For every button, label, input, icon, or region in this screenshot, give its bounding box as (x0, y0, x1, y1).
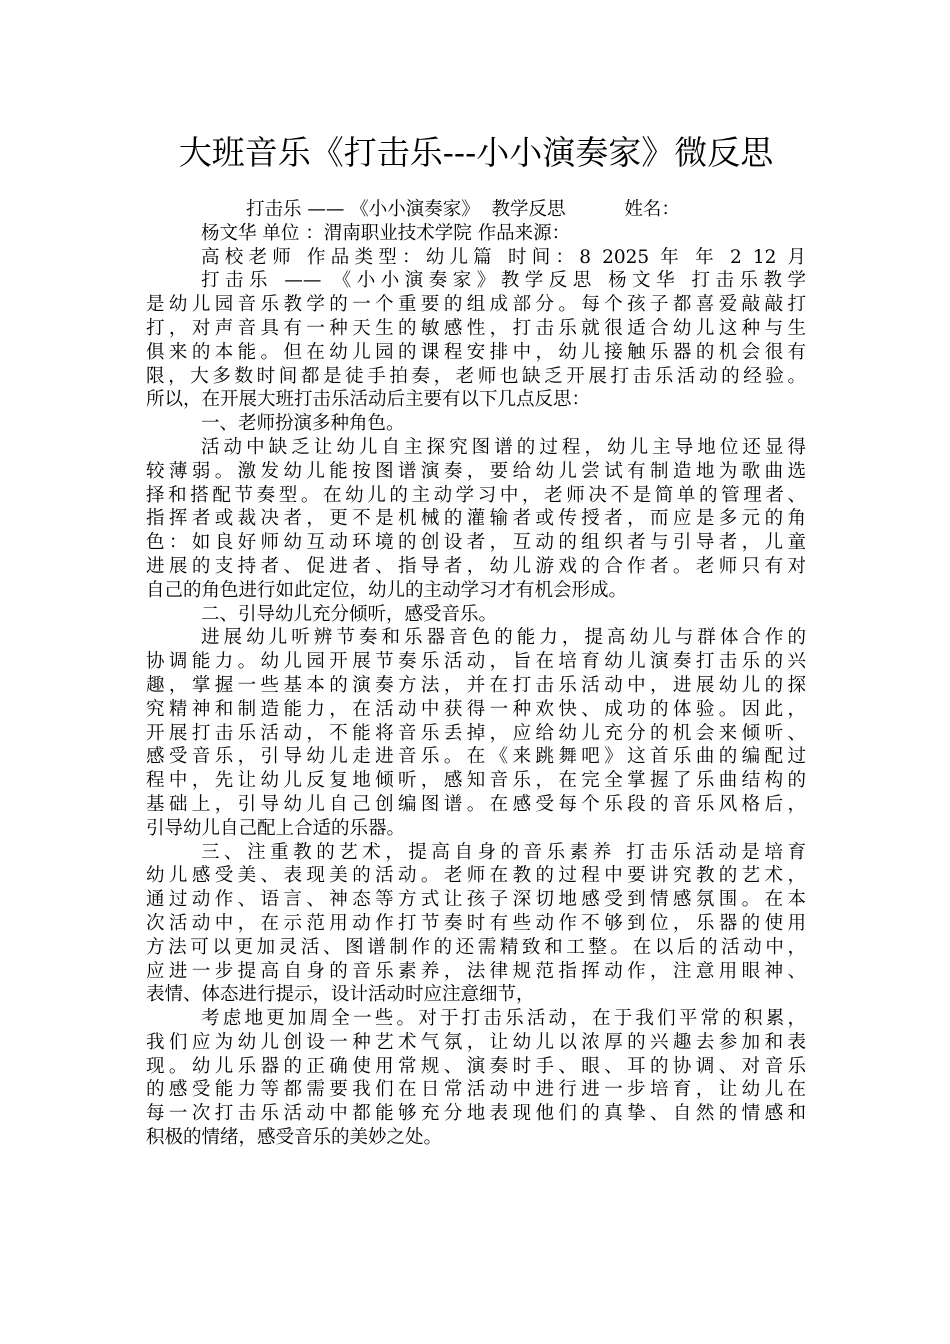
document-page (146, 0, 806, 1150)
body-line: 引导幼儿自己配上合适的乐器。 (146, 817, 406, 839)
body-line: 限，大多数时间都是徒手拍奏，老师也缺乏开展打击乐活动的经验。 (146, 365, 806, 387)
body-line: 所以，在开展大班打击乐活动后主要有以下几点反思： (146, 389, 591, 411)
body-line: 较薄弱。激发幼儿能按图谱演奏，要给幼儿尝试有制造地为歌曲选 (146, 460, 806, 482)
document-body (146, 198, 806, 1150)
body-line: 次活动中，在示范用动作打节奏时有些动作不够到位，乐器的使用 (146, 912, 806, 934)
body-line: 俱来的本能。但在幼儿园的课程安排中，幼儿接触乐器的机会很有 (146, 341, 806, 363)
body-line: 程中，先让幼儿反复地倾听，感知音乐，在完全掌握了乐曲结构的 (146, 770, 806, 792)
body-line: 表情、体态进行提示，设计活动时应注意细节， (146, 984, 535, 1006)
body-line: 一、老师扮演多种角色。 (201, 413, 405, 435)
body-line: 打击乐 —— 《小小演奏家》教学反思 杨文华 打击乐教学 (201, 270, 806, 292)
body-line: 我们应为幼儿创设一种艺术气氛，让幼儿以浓厚的兴趣去参加和表 (146, 1031, 806, 1053)
body-line: 二、引导幼儿充分倾听，感受音乐。 (201, 603, 498, 625)
body-line: 是幼儿园音乐教学的一个重要的组成部分。每个孩子都喜爱敲敲打 (146, 294, 806, 316)
body-line: 考虑地更加周全一些。对于打击乐活动，在于我们平常的积累， (201, 1008, 806, 1030)
body-line: 杨文华 单位 ：渭南职业技术学院 作品来源： (201, 222, 571, 244)
body-line: 积极的情绪，感受音乐的美妙之处。 (146, 1127, 443, 1149)
body-line: 进展的支持者、促进者、指导者，幼儿游戏的合作者。老师只有对 (146, 555, 806, 577)
body-line: 活动中缺乏让幼儿自主探究图谱的过程，幼儿主导地位还显得 (201, 436, 806, 458)
body-line: 基础上，引导幼儿自己创编图谱。在感受每个乐段的音乐风格后， (146, 793, 806, 815)
body-line: 的感受能力等都需要我们在日常活动中进行进一步培育，让幼儿在 (146, 1079, 806, 1101)
body-line: 究精神和制造能力，在活动中获得一种欢快、成功的体验。因此， (146, 698, 806, 720)
body-line: 应进一步提高自身的音乐素养，法律规范指挥动作，注意用眼神、 (146, 960, 806, 982)
body-line: 指挥者或裁决者，更不是机械的灌输者或传授者，而应是多元的角 (146, 508, 806, 530)
body-line: 择和搭配节奏型。在幼儿的主动学习中，老师决不是简单的管理者、 (146, 484, 806, 506)
body-line: 协调能力。幼儿园开展节奏乐活动，旨在培育幼儿演奏打击乐的兴 (146, 651, 806, 673)
body-line: 感受音乐，引导幼儿走进音乐。在《来跳舞吧》这首乐曲的编配过 (146, 746, 806, 768)
body-line: 幼儿感受美、表现美的活动。老师在教的过程中要讲究教的艺术， (146, 865, 806, 887)
body-line: 趣，掌握一些基本的演奏方法，并在打击乐活动中，进展幼儿的探 (146, 674, 806, 696)
body-line: 色：如良好师幼互动环境的创设者，互动的组织者与引导者，儿童 (146, 532, 806, 554)
body-line: 开展打击乐活动，不能将音乐丢掉，应给幼儿充分的机会来倾听、 (146, 722, 806, 744)
body-line: 进展幼儿听辨节奏和乐器音色的能力，提高幼儿与群体合作的 (201, 627, 806, 649)
body-line: 打，对声音具有一种天生的敏感性，打击乐就很适合幼儿这种与生 (146, 317, 806, 339)
body-line: 高校老师 作品类型：幼儿篇 时间：8 2025 年 年 2 12 月 (201, 246, 806, 268)
body-line: 自己的角色进行如此定位，幼儿的主动学习才有机会形成。 (146, 579, 628, 601)
document-title: 大班音乐《打击乐---小小演奏家》微反思 (178, 133, 774, 172)
body-line: 现。幼儿乐器的正确使用常规、演奏时手、眼、耳的协调、对音乐 (146, 1055, 806, 1077)
body-line: 通过动作、语言、神态等方式让孩子深切地感受到情感氛围。在本 (146, 889, 806, 911)
body-line: 每一次打击乐活动中都能够充分地表现他们的真挚、自然的情感和 (146, 1103, 806, 1125)
body-line: 三、注重教的艺术，提高自身的音乐素养 打击乐活动是培育 (201, 841, 806, 863)
body-line: 打击乐 —— 《小小演奏家》 教学反思 姓名： (246, 199, 680, 220)
body-line: 方法可以更加灵活、图谱制作的还需精致和工整。在以后的活动中， (146, 936, 806, 958)
